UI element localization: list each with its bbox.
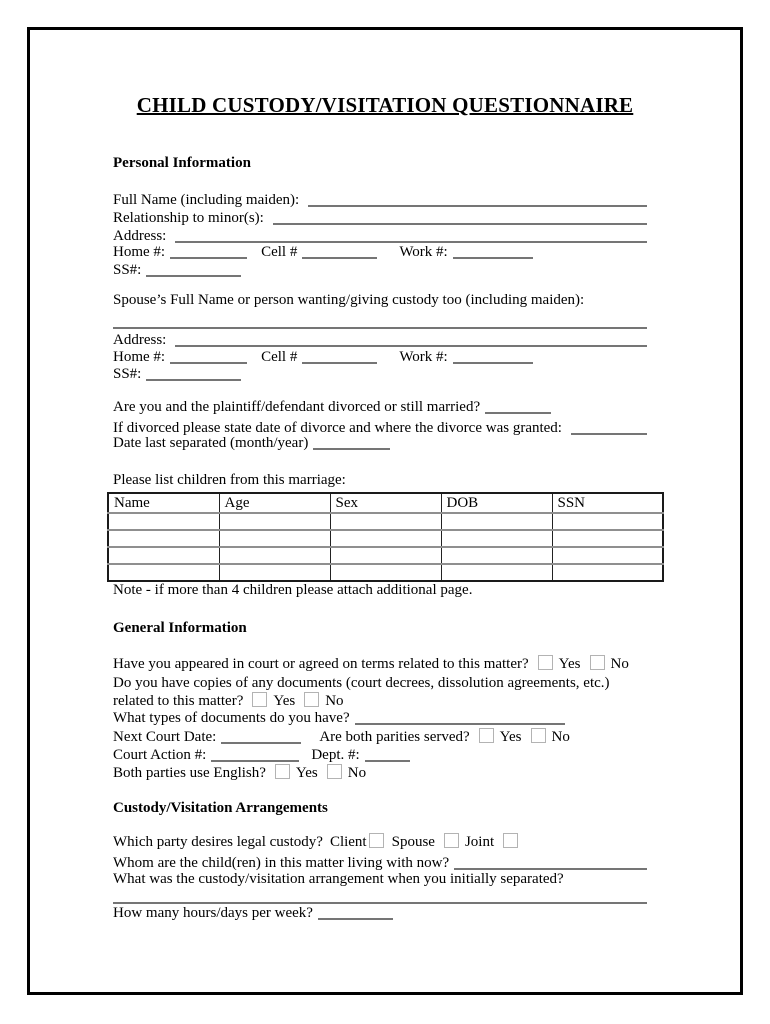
children-col-sex: Sex — [330, 493, 441, 513]
child-cell[interactable] — [441, 530, 552, 547]
children-col-dob: DOB — [441, 493, 552, 513]
next-court-row — [113, 728, 570, 746]
relationship-blank[interactable] — [273, 210, 647, 225]
children-note: Note - if more than 4 children please attach additional page. — [113, 582, 473, 598]
divorce-granted-question: If divorced please state date of divorce and where the divorce was granted: — [113, 420, 566, 436]
general-info-heading: General Information — [113, 620, 247, 636]
doc-types-row — [113, 709, 565, 727]
copies-question-line2: related to this matter? — [113, 693, 244, 709]
full-name-row — [113, 189, 647, 209]
cell-phone-label-2: Cell # — [261, 349, 298, 365]
ssn-blank-1[interactable] — [146, 262, 241, 277]
legal-custody-row — [113, 833, 524, 851]
served-yes-label: Yes — [499, 729, 522, 745]
children-header-row — [108, 493, 663, 513]
copies-question-line2-row — [113, 692, 344, 710]
client-label: Client — [329, 834, 367, 850]
court-action-row — [113, 746, 410, 764]
english-question-row — [113, 764, 366, 782]
last-separated-row — [113, 434, 390, 452]
home-phone-blank-2[interactable] — [170, 349, 247, 364]
appeared-question-row — [113, 655, 629, 673]
child-cell[interactable] — [108, 564, 219, 581]
address-label-2: Address: — [113, 332, 171, 348]
page-title: CHILD CUSTODY/VISITATION QUESTIONNAIRE — [136, 93, 634, 117]
child-cell[interactable] — [108, 547, 219, 564]
joint-label: Joint — [464, 834, 495, 850]
court-action-blank[interactable] — [211, 747, 299, 762]
child-cell[interactable] — [219, 530, 330, 547]
work-phone-blank-1[interactable] — [453, 244, 533, 259]
divorce-granted-blank[interactable] — [571, 420, 647, 435]
child-cell[interactable] — [330, 564, 441, 581]
work-phone-label-2: Work #: — [399, 349, 448, 365]
living-with-row — [113, 852, 647, 872]
child-cell[interactable] — [108, 530, 219, 547]
custody-heading: Custody/Visitation Arrangements — [113, 800, 328, 816]
spouse-label: Spouse — [391, 834, 435, 850]
hours-row — [113, 904, 393, 922]
address-label-1: Address: — [113, 228, 171, 244]
child-cell[interactable] — [219, 564, 330, 581]
home-phone-label-1: Home #: — [113, 244, 166, 260]
arrangement-blank[interactable] — [113, 885, 647, 904]
children-table-wrap — [107, 492, 664, 582]
child-cell[interactable] — [330, 530, 441, 547]
child-cell[interactable] — [441, 547, 552, 564]
copies-no-label: No — [325, 693, 344, 709]
copies-yes-label: Yes — [273, 693, 296, 709]
client-checkbox[interactable] — [369, 833, 384, 848]
appeared-no-checkbox[interactable] — [590, 655, 605, 670]
court-action-label: Court Action #: — [113, 747, 207, 763]
appeared-no-label: No — [610, 656, 629, 672]
married-status-blank[interactable] — [485, 399, 551, 414]
living-with-question: Whom are the child(ren) in this matter living with now? — [113, 855, 450, 871]
spouse-name-blank[interactable] — [113, 310, 647, 329]
copies-yes-checkbox[interactable] — [252, 692, 267, 707]
english-question: Both parties use English? — [113, 765, 266, 781]
doc-types-question: What types of documents do you have? — [113, 710, 350, 726]
child-cell[interactable] — [441, 513, 552, 530]
arrangement-question: What was the custody/visitation arrangement when you initially separated? — [113, 871, 564, 887]
spouse-checkbox[interactable] — [444, 833, 459, 848]
dept-label: Dept. #: — [311, 747, 360, 763]
ssn-label-2: SS#: — [113, 366, 142, 382]
children-col-age: Age — [219, 493, 330, 513]
child-cell[interactable] — [330, 513, 441, 530]
ssn-blank-2[interactable] — [146, 366, 241, 381]
spouse-intro: Spouse’s Full Name or person wanting/giving custody too (including maiden): — [113, 292, 585, 308]
form-content — [113, 0, 647, 1024]
served-no-label: No — [551, 729, 570, 745]
child-row-3 — [108, 547, 663, 564]
children-table — [107, 492, 664, 582]
joint-checkbox[interactable] — [503, 833, 518, 848]
english-yes-checkbox[interactable] — [275, 764, 290, 779]
child-cell[interactable] — [552, 547, 663, 564]
work-phone-label-1: Work #: — [399, 244, 448, 260]
cell-phone-blank-1[interactable] — [302, 244, 377, 259]
legal-custody-question: Which party desires legal custody? — [113, 834, 323, 850]
children-col-ssn: SSN — [552, 493, 663, 513]
english-yes-label: Yes — [295, 765, 318, 781]
copies-no-checkbox[interactable] — [304, 692, 319, 707]
appeared-question: Have you appeared in court or agreed on terms related to this matter? — [113, 656, 529, 672]
address-blank-2[interactable] — [175, 332, 647, 347]
copies-question-line1: Do you have copies of any documents (court decrees, dissolution agreements, etc.) — [113, 675, 610, 691]
appeared-yes-label: Yes — [558, 656, 581, 672]
english-no-checkbox[interactable] — [327, 764, 342, 779]
child-cell[interactable] — [330, 547, 441, 564]
cell-phone-blank-2[interactable] — [302, 349, 377, 364]
address-row-1 — [113, 225, 647, 245]
home-phone-label-2: Home #: — [113, 349, 166, 365]
served-question: Are both parities served? — [319, 729, 470, 745]
child-cell[interactable] — [441, 564, 552, 581]
child-cell[interactable] — [108, 513, 219, 530]
children-intro: Please list children from this marriage: — [113, 472, 346, 488]
served-yes-checkbox[interactable] — [479, 728, 494, 743]
phones-row-2 — [113, 348, 533, 366]
work-phone-blank-2[interactable] — [453, 349, 533, 364]
next-court-date-blank[interactable] — [221, 729, 301, 744]
home-phone-blank-1[interactable] — [170, 244, 247, 259]
ssn-row-1 — [113, 261, 241, 279]
served-no-checkbox[interactable] — [531, 728, 546, 743]
dept-blank[interactable] — [365, 747, 410, 762]
doc-types-blank[interactable] — [355, 710, 565, 725]
married-question-row — [113, 398, 551, 416]
child-cell[interactable] — [552, 564, 663, 581]
living-with-blank[interactable] — [454, 855, 647, 870]
child-cell[interactable] — [552, 513, 663, 530]
child-row-1 — [108, 513, 663, 530]
child-row-4 — [108, 564, 663, 581]
married-question: Are you and the plaintiff/defendant divorced or still married? — [113, 399, 481, 415]
ssn-row-2 — [113, 365, 241, 383]
children-col-name: Name — [108, 493, 219, 513]
cell-phone-label-1: Cell # — [261, 244, 298, 260]
full-name-label: Full Name (including maiden): — [113, 192, 303, 208]
relationship-row — [113, 207, 647, 227]
appeared-yes-checkbox[interactable] — [538, 655, 553, 670]
next-court-date-label: Next Court Date: — [113, 729, 217, 745]
child-cell[interactable] — [552, 530, 663, 547]
phones-row-1 — [113, 243, 533, 261]
hours-question: How many hours/days per week? — [113, 905, 313, 921]
child-cell[interactable] — [219, 513, 330, 530]
child-row-2 — [108, 530, 663, 547]
last-separated-blank[interactable] — [313, 435, 390, 450]
relationship-label: Relationship to minor(s): — [113, 210, 268, 226]
last-separated-question: Date last separated (month/year) — [113, 435, 309, 451]
address-row-2 — [113, 329, 647, 349]
full-name-blank[interactable] — [308, 192, 647, 207]
personal-info-heading: Personal Information — [113, 155, 251, 171]
child-cell[interactable] — [219, 547, 330, 564]
ssn-label-1: SS#: — [113, 262, 142, 278]
english-no-label: No — [347, 765, 367, 781]
hours-per-week-blank[interactable] — [318, 905, 393, 920]
address-blank-1[interactable] — [175, 228, 647, 243]
